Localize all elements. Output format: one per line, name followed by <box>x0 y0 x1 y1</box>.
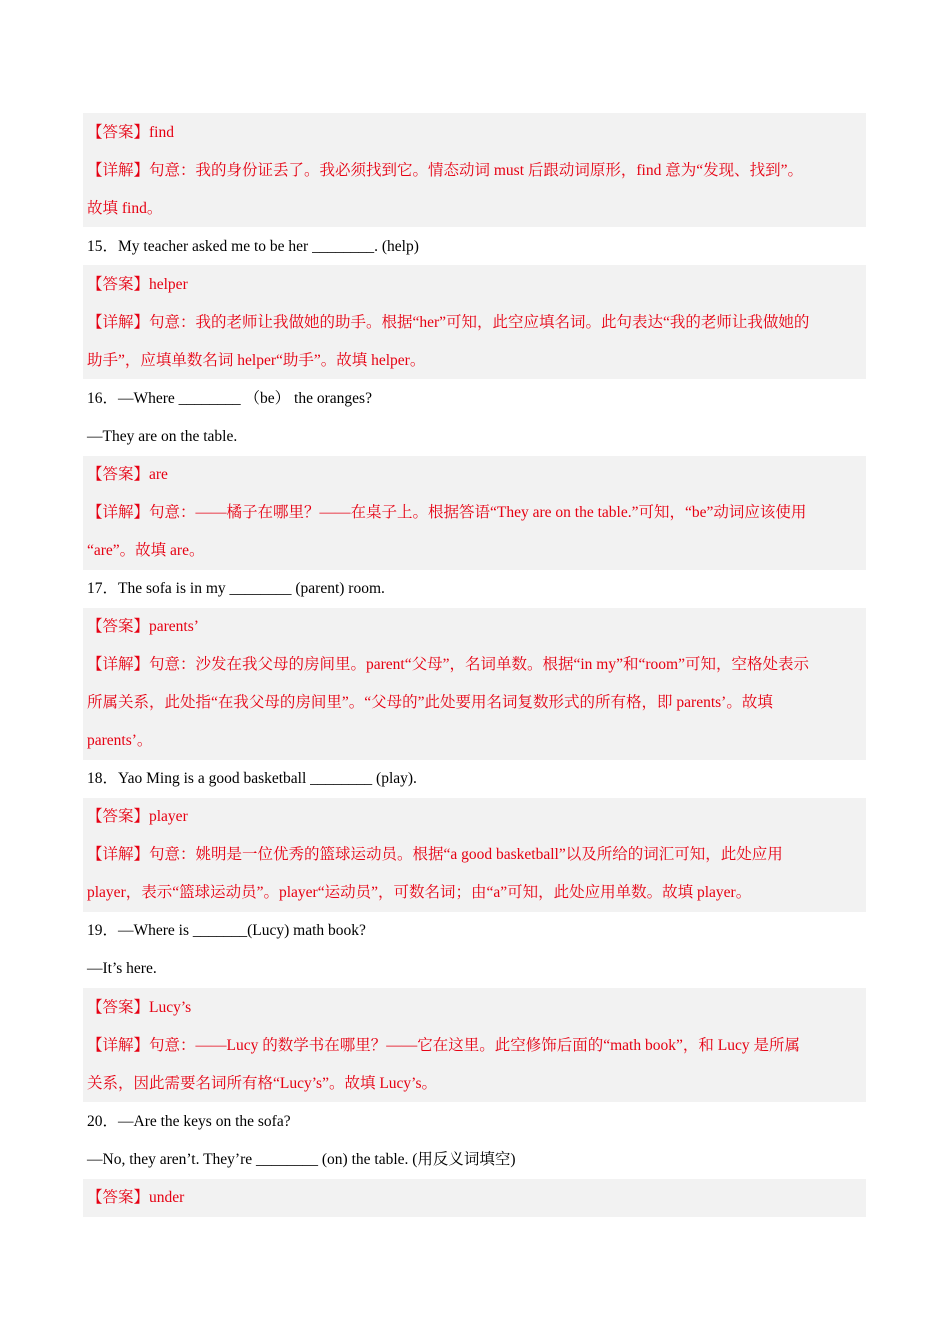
answer-line: 【答案】Lucy’s <box>87 999 192 1016</box>
question-line: 18．Yao Ming is a good basketball ________ (play). <box>87 770 417 787</box>
answer-line: 【答案】are <box>87 466 168 483</box>
answer-line: 【答案】parents’ <box>87 618 199 635</box>
explanation-line: 【详解】句意：沙发在我父母的房间里。parent“父母”，名词单数。根据“in my”和“room”可知，空格处表示 <box>87 656 809 673</box>
explanation-line: 故填 find。 <box>87 200 163 217</box>
explanation-line: 助手”，应填单数名词 helper“助手”。故填 helper。 <box>87 352 426 369</box>
question-line: 15．My teacher asked me to be her ________. (help) <box>87 238 419 255</box>
explanation-line: 关系，因此需要名词所有格“Lucy’s”。故填 Lucy’s。 <box>87 1075 438 1092</box>
question-line: 19．—Where is _______(Lucy) math book? <box>87 922 366 939</box>
question-line: 17．The sofa is in my ________ (parent) room. <box>87 580 385 597</box>
explanation-line: 【详解】句意：姚明是一位优秀的篮球运动员。根据“a good basketball”以及所给的词汇可知，此处应用 <box>87 846 783 863</box>
answer-box <box>83 1179 866 1217</box>
question-line: 20．—Are the keys on the sofa? <box>87 1113 291 1130</box>
explanation-line: player，表示“篮球运动员”。player“运动员”，可数名词；由“a”可知，此处应用单数。故填 player。 <box>87 884 752 901</box>
answer-line: 【答案】find <box>87 124 174 141</box>
explanation-line: 【详解】句意：我的身份证丢了。我必须找到它。情态动词 must 后跟动词原形，find 意为“发现、找到”。 <box>87 162 804 179</box>
explanation-line: “are”。故填 are。 <box>87 542 205 559</box>
answer-line: 【答案】under <box>87 1189 185 1206</box>
explanation-line: parents’。 <box>87 732 153 749</box>
question-line: —No, they aren’t. They’re ________ (on) the table. (用反义词填空) <box>87 1151 516 1168</box>
answer-line: 【答案】helper <box>87 276 188 293</box>
explanation-line: 【详解】句意：我的老师让我做她的助手。根据“her”可知，此空应填名词。此句表达“我的老师让我做她的 <box>87 314 810 331</box>
answer-line: 【答案】player <box>87 808 188 825</box>
question-line: —It’s here. <box>87 960 157 977</box>
question-line: 16．—Where ________ （be） the oranges? <box>87 390 372 407</box>
explanation-line: 所属关系，此处指“在我父母的房间里”。“父母的”此处要用名词复数形式的所有格，即 parents’。故填 <box>87 694 773 711</box>
explanation-line: 【详解】句意：——橘子在哪里？——在桌子上。根据答语“They are on the table.”可知，“be”动词应该使用 <box>87 504 807 521</box>
explanation-line: 【详解】句意：——Lucy 的数学书在哪里？——它在这里。此空修饰后面的“math book”，和 Lucy 是所属 <box>87 1037 800 1054</box>
question-line: —They are on the table. <box>87 428 238 445</box>
